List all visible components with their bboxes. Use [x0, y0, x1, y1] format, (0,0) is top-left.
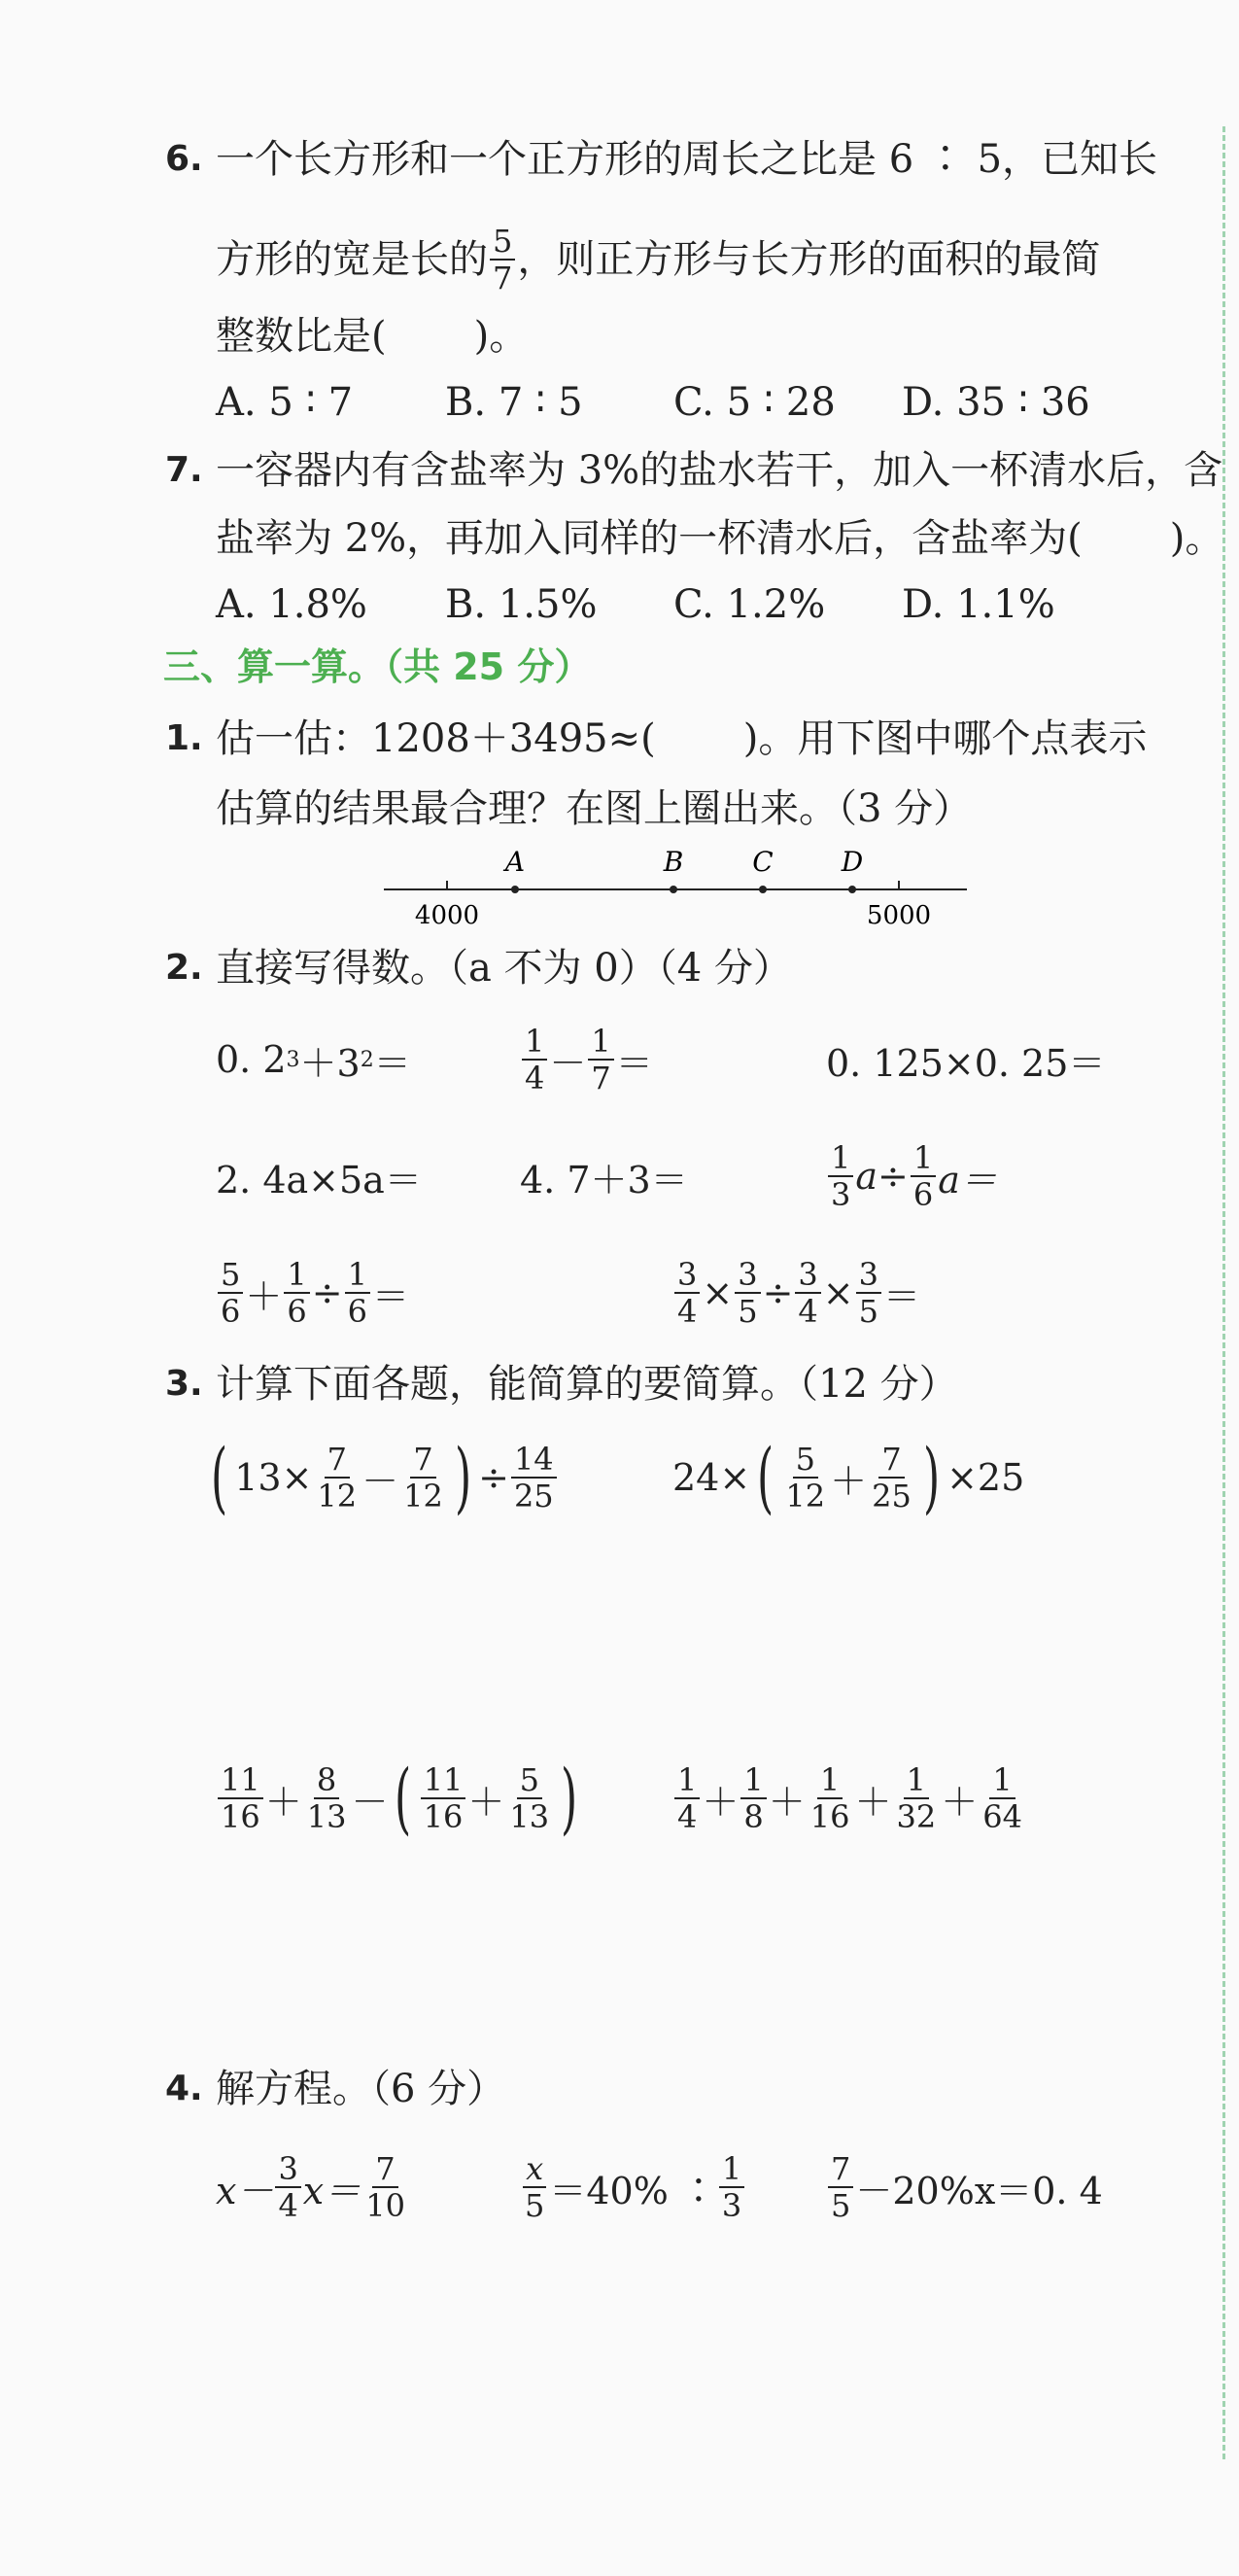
- q7-option-a[interactable]: A. 1.8%: [216, 582, 367, 627]
- s2-expr-6: $\frac{1}{3}$ a ÷ $\frac{1}{6}$ a＝: [826, 1132, 997, 1220]
- s2-expr-8: $\frac{3}{4}$ × $\frac{3}{5}$ ÷ $\frac{3}{4}$ × $\frac{3}{5}$ ＝: [672, 1249, 920, 1337]
- q6-text-2b: ，则正方形与长方形的面积的最简: [517, 237, 1101, 282]
- s1-text-1b: )。用下图中哪个点表示: [742, 716, 1148, 761]
- s4-expr-a: x－ $\frac{3}{4}$ x＝ $\frac{7}{10}$: [216, 2150, 405, 2224]
- q7-text-2a: 盐率为 2%，再加入同样的一杯清水后，含盐率为(: [216, 516, 1083, 561]
- s3-number: 3.: [165, 1364, 203, 1404]
- s2-number: 2.: [165, 948, 203, 988]
- point-c[interactable]: [759, 886, 767, 893]
- q6-text-3b: )。: [473, 314, 529, 359]
- s2-expr-7: $\frac{5}{6}$ ＋ $\frac{1}{6}$ ÷ $\frac{1}{6}$ ＝: [216, 1249, 409, 1337]
- s2-expr-2: $\frac{1}{4}$ － $\frac{1}{7}$ ＝: [520, 1016, 653, 1103]
- q6-option-b[interactable]: B. 7 ∶ 5: [445, 380, 583, 425]
- q6-text-1: 一个长方形和一个正方形的周长之比是 6 ∶ 5，已知长: [216, 137, 1158, 182]
- s3-title: 计算下面各题，能简算的要简算。（12 分）: [216, 1362, 958, 1407]
- s2-expr-4: 2. 4a×5a＝: [216, 1158, 422, 1201]
- q7-option-d[interactable]: D. 1.1%: [902, 582, 1055, 627]
- q6-option-a[interactable]: A. 5 ∶ 7: [216, 380, 354, 425]
- q7-option-b[interactable]: B. 1.5%: [445, 582, 598, 627]
- q7-text-2b: )。: [1169, 516, 1224, 561]
- q6-number: 6.: [165, 139, 203, 179]
- s3-expr-a: ( 13× $\frac{7}{12}$ － $\frac{7}{12}$ ) ÷ $\frac{14}{25}$: [204, 1429, 559, 1526]
- q6-text-3a: 整数比是(: [216, 314, 387, 359]
- s2-expr-1: 0. 2 3 ＋3 2 ＝: [216, 1038, 411, 1085]
- q6-option-d[interactable]: D. 35 ∶ 36: [902, 380, 1090, 425]
- tick-label-4000: 4000: [414, 901, 480, 930]
- q6-option-c[interactable]: C. 5 ∶ 28: [673, 380, 836, 425]
- s4-expr-c: $\frac{7}{5}$ －20%x＝0. 4: [826, 2139, 1103, 2236]
- s3-expr-c: $\frac{11}{16}$ ＋ $\frac{8}{13}$ － ( $\frac{11}{16}$ ＋ $\frac{5}{13}$ ): [216, 1750, 584, 1847]
- margin-dashed-line: [1222, 126, 1225, 2459]
- tick-label-5000: 5000: [866, 901, 932, 930]
- s4-title: 解方程。（6 分）: [216, 2067, 506, 2111]
- s3-expr-b: 24× ( $\frac{5}{12}$ ＋ $\frac{7}{25}$ ) ×25: [672, 1432, 1025, 1522]
- s1-text-2: 估算的结果最合理？在图上圈出来。（3 分）: [216, 786, 973, 831]
- s1-number: 1.: [165, 718, 203, 758]
- q6-fraction: $\frac{5}{7}$: [490, 224, 515, 296]
- label-b: B: [663, 846, 684, 878]
- label-a: A: [504, 846, 526, 878]
- s4-number: 4.: [165, 2069, 203, 2108]
- q6-text-2a: 方形的宽是长的: [216, 237, 488, 282]
- s2-title: 直接写得数。（a 不为 0）（4 分）: [216, 946, 792, 991]
- q7-option-c[interactable]: C. 1.2%: [673, 582, 826, 627]
- s1-text-1a: 估一估：1208＋3495≈(: [216, 716, 656, 761]
- point-b[interactable]: [670, 886, 677, 893]
- label-d: D: [841, 846, 864, 878]
- q7-text-1: 一容器内有含盐率为 3%的盐水若干，加入一杯清水后，含: [216, 448, 1223, 493]
- number-line: [379, 846, 981, 933]
- point-a[interactable]: [511, 886, 519, 893]
- point-d[interactable]: [848, 886, 856, 893]
- section-3-title: 三、算一算。（共 25 分）: [163, 645, 592, 688]
- s2-expr-3: 0. 125×0. 25＝: [826, 1041, 1106, 1085]
- label-c: C: [752, 846, 774, 878]
- s4-expr-b: $\frac{x}{5}$ ＝40% ∶ $\frac{1}{3}$: [520, 2139, 746, 2236]
- q7-number: 7.: [165, 450, 203, 490]
- s2-expr-5: 4. 7＋3＝: [520, 1158, 688, 1201]
- s3-expr-d: $\frac{1}{4}$ ＋ $\frac{1}{8}$ ＋ $\frac{1}{16}$ ＋ $\frac{1}{32}$ ＋ $\frac{1}{64}$: [672, 1750, 1027, 1847]
